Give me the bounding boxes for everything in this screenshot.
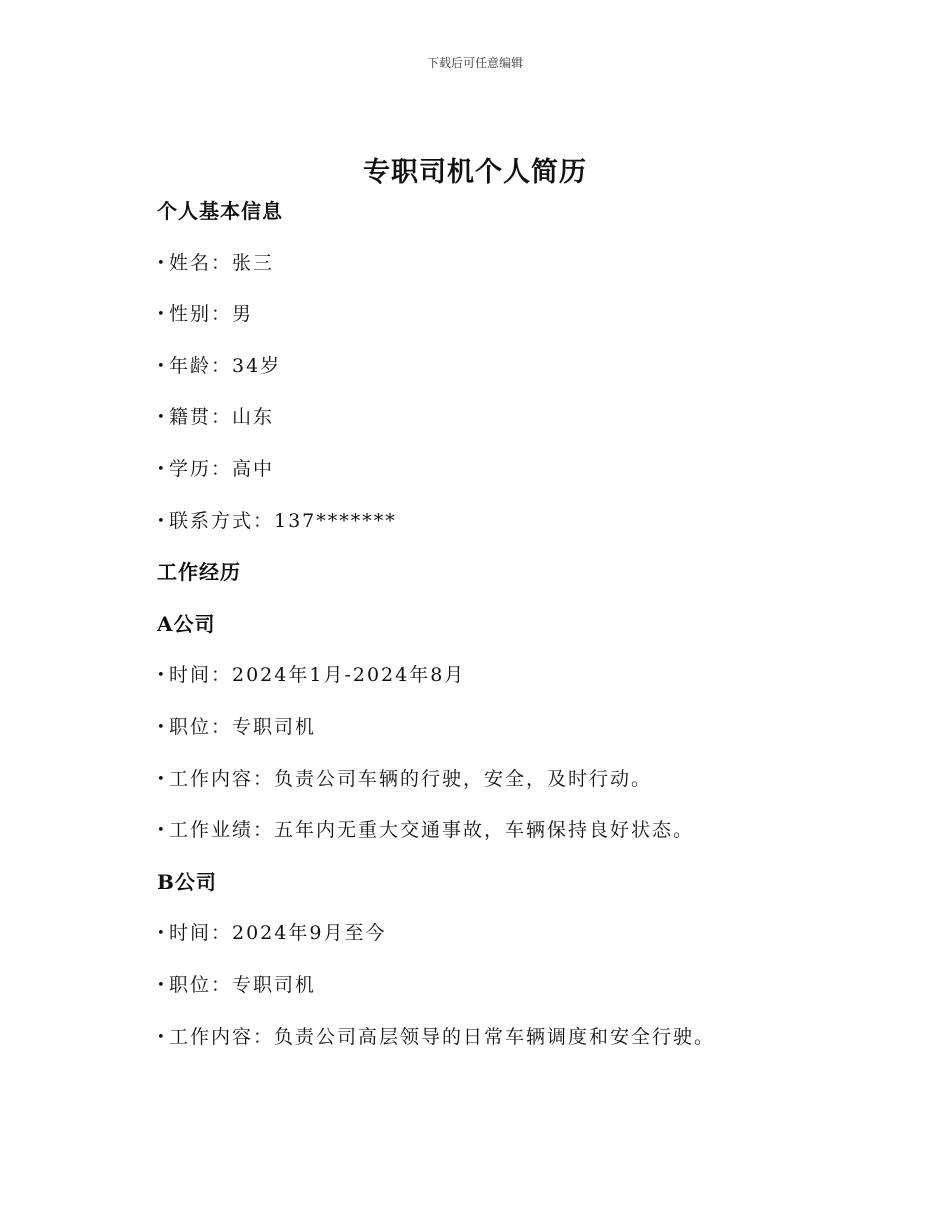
bullet-icon [157, 351, 169, 384]
bullet-icon [157, 454, 169, 487]
list-item-contact: •联系方式：137******* [157, 506, 857, 558]
bullet-icon [157, 402, 169, 435]
list-item-native-place: •籍贯：山东 [157, 402, 857, 454]
section-heading-work-history: 工作经历 [157, 560, 241, 585]
document-title: 专职司机个人简历 [363, 157, 587, 188]
list-item-age: •年龄：34岁 [157, 351, 857, 403]
bullet-icon [157, 918, 169, 951]
list-item-a-duties: •工作内容：负责公司车辆的行驶，安全，及时行动。 [157, 764, 857, 816]
bullet-icon [157, 712, 169, 745]
bullet-icon [157, 764, 169, 797]
list-item-gender: •性别：男 [157, 299, 857, 351]
bullet-icon [157, 248, 169, 281]
list-item-name: •姓名：张三 [157, 248, 857, 300]
bullet-icon [157, 1022, 169, 1055]
list-item-b-position: •职位：专职司机 [157, 970, 857, 1022]
list-item-b-duties: •工作内容：负责公司高层领导的日常车辆调度和安全行驶。 [157, 1022, 857, 1074]
list-item-a-achievements: •工作业绩：五年内无重大交通事故，车辆保持良好状态。 [157, 815, 857, 867]
resume-content [157, 196, 857, 1073]
bullet-icon [157, 970, 169, 1003]
section-heading-basic-info: 个人基本信息 [157, 199, 283, 223]
list-item-education: •学历：高中 [157, 454, 857, 506]
bullet-icon [157, 299, 169, 332]
company-heading-a: A公司 [157, 611, 216, 636]
list-item-a-position: •职位：专职司机 [157, 712, 857, 764]
page-header-note: 下载后可任意编辑 [426, 56, 523, 70]
bullet-icon [157, 660, 169, 693]
bullet-icon [157, 506, 169, 539]
bullet-icon [157, 815, 169, 848]
list-item-a-time: •时间：2024年1月-2024年8月 [157, 660, 857, 712]
company-heading-b: B公司 [157, 869, 217, 894]
list-item-b-time: •时间：2024年9月至今 [157, 918, 857, 970]
